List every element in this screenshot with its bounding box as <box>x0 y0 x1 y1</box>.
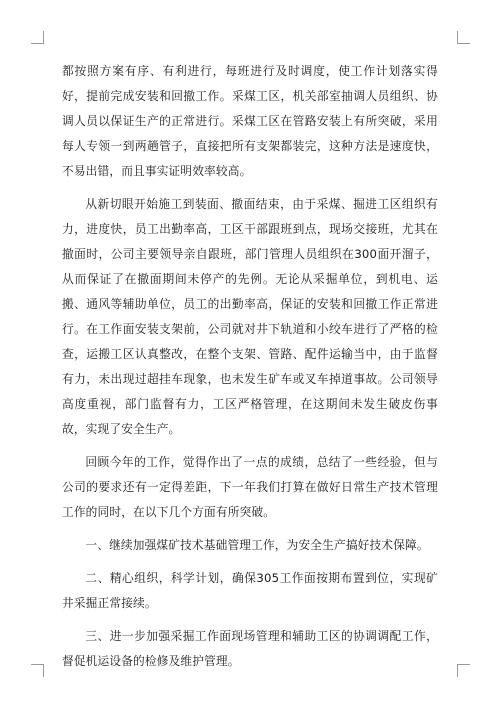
paragraph-installation-method: 都按照方案有序、有利进行，每班进行及时调度，使工作计划落实得好，提前完成安装和回撤工作。采煤工区，机关部室抽调人员组织、协调人员以保证生产的正常进行。采煤工区在管路安装上有所突破，采用每人专领一到两趟管子，直接把所有支架都装完，这种方法是速度快，不易出错，而且事实证明效率较高。 <box>62 64 438 178</box>
crop-mark-bottom-right <box>457 664 470 677</box>
plan-item-1: 一、继续加强煤矿技术基础管理工作，为安全生产搞好技术保障。 <box>85 538 429 552</box>
crop-mark-bottom-left <box>31 664 44 677</box>
document-body <box>62 59 438 674</box>
crop-mark-top-left <box>31 31 44 44</box>
plan-item-2: 二、精心组织，科学计划，确保305工作面按期布置到位，实现矿井采掘正常接续。 <box>62 571 438 610</box>
plan-item-3: 三、进一步加强采掘工作面现场管理和辅助工区的协调调配工作，督促机运设备的检修及维护管理。 <box>62 629 438 668</box>
paragraph-face-moving: 从新切眼开始施工到装面、撤面结束，由于采煤、掘进工区组织有力，进度快，员工出勤率高，工区干部跟班到点，现场交接班，尤其在撤面时，公司主要领导亲自跟班，部门管理人员组织在300面开溜子，从而保证了在撤面期间未停产的先例。无论从采掘单位，到机电、运搬、通风等辅助单位，员工的出勤率高，保证的安装和回撤工作正常进行。在工作面安装支架前，公司就对井下轨道和小绞车进行了严格的检查，运搬工区认真整改，在整个支架、管路、配件运输当中，由于监督有力，未出现过超挂车现象，也未发生矿车或叉车掉道事故。公司领导高度重视，部门监督有力，工区严格管理，在这期间未发生破皮伤事故，实现了安全生产。 <box>62 197 438 436</box>
crop-mark-top-right <box>457 31 470 44</box>
paragraph-review: 回顾今年的工作，觉得作出了一点的成绩，总结了一些经验，但与公司的要求还有一定得差距，下一年我们打算在做好日常生产技术管理工作的同时，在以下几个方面有所突破。 <box>62 455 438 519</box>
